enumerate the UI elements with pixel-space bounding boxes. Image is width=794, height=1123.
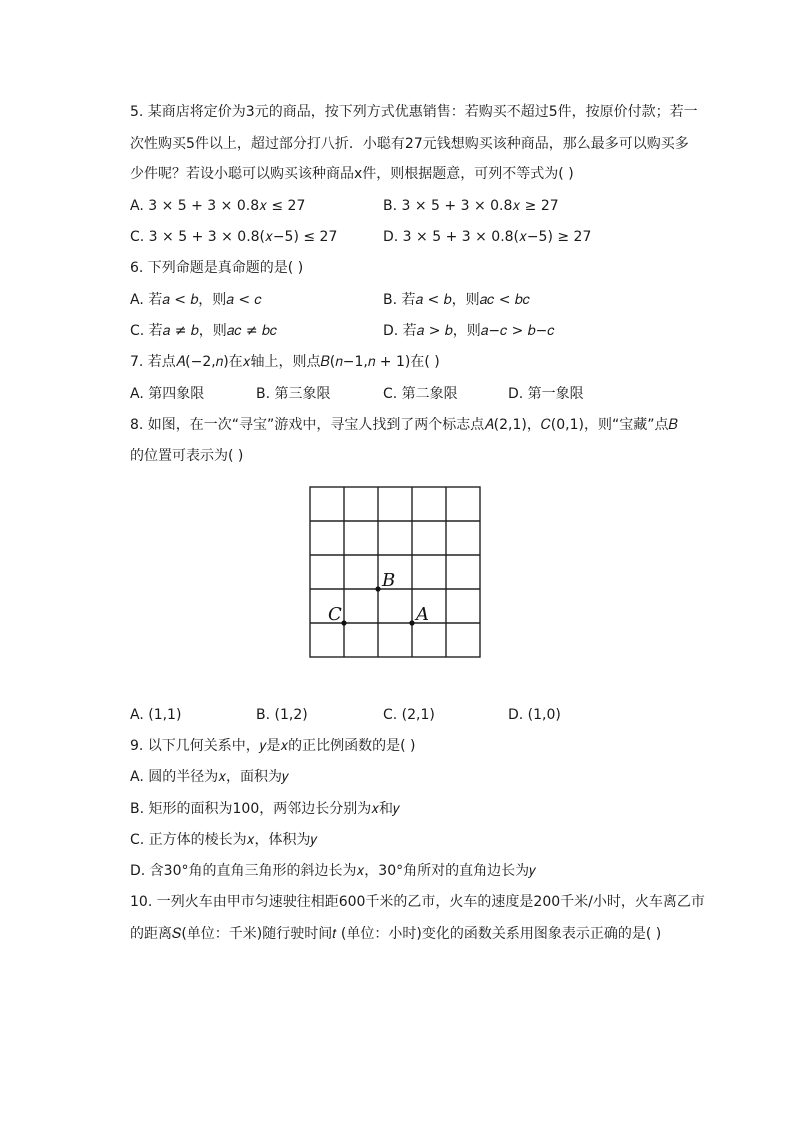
q6-option-b[interactable]: B. 若𝑎 < 𝑏，则𝑎𝑐 < 𝑏𝑐 xyxy=(383,292,530,308)
q7-stem: 7. 若点𝐴(−2,𝑛)在𝑥轴上，则点𝐵(𝑛−1,𝑛 + 1)在( ) xyxy=(130,354,440,370)
q5-stem-line2: 次性购买5件以上，超过部分打八折．小聪有27元钱想购买该种商品，那么最多可以购买多 xyxy=(130,136,689,152)
q9-option-b[interactable]: B. 矩形的面积为100，两邻边长分别为𝑥和𝑦 xyxy=(130,801,400,817)
q7-option-d[interactable]: D. 第一象限 xyxy=(508,386,584,402)
q8-option-b[interactable]: B. (1,2) xyxy=(256,707,308,723)
q7-option-a[interactable]: A. 第四象限 xyxy=(130,386,205,402)
q7-option-b[interactable]: B. 第三象限 xyxy=(256,386,331,402)
q10-stem-line2: 的距离𝑆(单位：千米)随行驶时间𝑡 (单位：小时)变化的函数关系用图象表示正确的是( ) xyxy=(130,926,662,942)
q5-option-a[interactable]: A. 3 × 5 + 3 × 0.8𝑥 ≤ 27 xyxy=(130,198,306,214)
q7-option-c[interactable]: C. 第二象限 xyxy=(383,386,458,402)
q9-stem: 9. 以下几何关系中，𝑦是𝑥的正比例函数的是( ) xyxy=(130,738,416,754)
point-b xyxy=(375,586,380,591)
q10-stem-line1: 10. 一列火车由甲市匀速驶往相距600千米的乙市，火车的速度是200千米/小时，火车离乙市 xyxy=(130,894,705,910)
label-a: A xyxy=(416,604,429,625)
q5-option-c[interactable]: C. 3 × 5 + 3 × 0.8(𝑥−5) ≤ 27 xyxy=(130,229,338,245)
q8-option-a[interactable]: A. (1,1) xyxy=(130,707,182,723)
label-b: B xyxy=(382,570,396,591)
q8-grid-figure xyxy=(309,486,481,658)
q5-stem-line1: 5. 某商店将定价为3元的商品，按下列方式优惠销售：若购买不超过5件，按原价付款；若一 xyxy=(130,104,698,120)
q8-option-d[interactable]: D. (1,0) xyxy=(508,707,561,723)
q9-option-d[interactable]: D. 含30°角的直角三角形的斜边长为𝑥，30°角所对的直角边长为𝑦 xyxy=(130,863,536,879)
q8-option-c[interactable]: C. (2,1) xyxy=(383,707,435,723)
q5-stem-line3: 少件呢？若设小聪可以购买该种商品x件，则根据题意，可列不等式为( ) xyxy=(130,166,574,182)
q9-option-c[interactable]: C. 正方体的棱长为𝑥，体积为𝑦 xyxy=(130,832,318,848)
q6-option-c[interactable]: C. 若𝑎 ≠ 𝑏，则𝑎𝑐 ≠ 𝑏𝑐 xyxy=(130,323,277,339)
point-a xyxy=(409,620,414,625)
q6-option-a[interactable]: A. 若𝑎 < 𝑏，则𝑎 < 𝑐 xyxy=(130,292,262,308)
q9-option-a[interactable]: A. 圆的半径为𝑥，面积为𝑦 xyxy=(130,769,289,785)
q6-stem: 6. 下列命题是真命题的是( ) xyxy=(130,260,304,276)
q5-option-b[interactable]: B. 3 × 5 + 3 × 0.8𝑥 ≥ 27 xyxy=(383,198,559,214)
q8-stem-line2: 的位置可表示为( ) xyxy=(130,448,244,464)
point-c xyxy=(341,620,346,625)
q8-stem-line1: 8. 如图，在一次“寻宝”游戏中，寻宝人找到了两个标志点𝐴(2,1)，𝐶(0,1)，则“宝藏”点𝐵 xyxy=(130,417,678,433)
q5-option-d[interactable]: D. 3 × 5 + 3 × 0.8(𝑥−5) ≥ 27 xyxy=(383,229,592,245)
q6-option-d[interactable]: D. 若𝑎 > 𝑏，则𝑎−𝑐 > 𝑏−𝑐 xyxy=(383,323,555,339)
label-c: C xyxy=(328,604,342,625)
